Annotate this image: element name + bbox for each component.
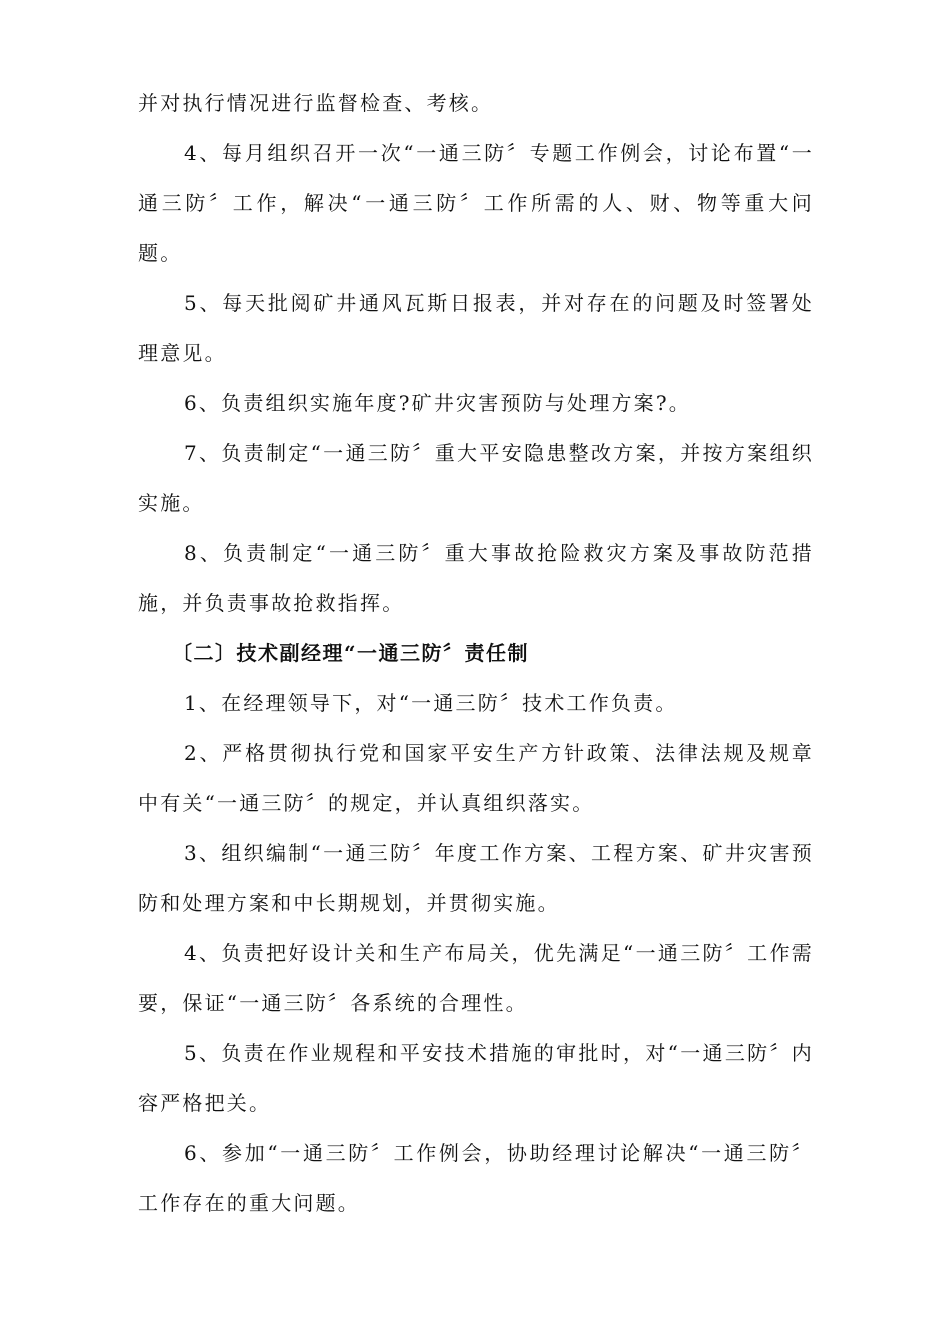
section-paragraph-3: 3、组织编制“一通三防〞年度工作方案、工程方案、矿井灾害预防和处理方案和中长期规划，并贯彻实施。: [138, 841, 814, 915]
paragraph-continuation: 并对执行情况进行监督检查、考核。: [138, 91, 494, 115]
paragraph-item-7: 7、负责制定“一通三防〞重大平安隐患整改方案，并按方案组织实施。: [138, 441, 814, 515]
section-heading: 〔二〕技术副经理“一通三防〞责任制: [172, 641, 530, 665]
document-page: [138, 78, 814, 1228]
section-paragraph-2: 2、严格贯彻执行党和国家平安生产方针政策、法律法规及规章中有关“一通三防〞的规定，并认真组织落实。: [138, 741, 814, 815]
section-paragraph-4: 4、负责把好设计关和生产布局关，优先满足“一通三防〞工作需要，保证“一通三防〞各系统的合理性。: [138, 941, 814, 1015]
paragraph-item-4: 4、每月组织召开一次“一通三防〞专题工作例会，讨论布置“一通三防〞工作，解决“一通三防〞工作所需的人、财、物等重大问题。: [138, 141, 814, 265]
paragraph-item-5: 5、每天批阅矿井通风瓦斯日报表，并对存在的问题及时签署处理意见。: [138, 291, 814, 365]
paragraph-item-6: 6、负责组织实施年度?矿井灾害预防与处理方案?。: [184, 391, 691, 415]
section-paragraph-5: 5、负责在作业规程和平安技术措施的审批时，对“一通三防〞内容严格把关。: [138, 1041, 814, 1115]
section-paragraph-1: 1、在经理领导下，对“一通三防〞技术工作负责。: [184, 691, 678, 715]
paragraph-item-8: 8、负责制定“一通三防〞重大事故抢险救灾方案及事故防范措施，并负责事故抢救指挥。: [138, 541, 814, 615]
section-paragraph-6: 6、参加“一通三防〞工作例会，协助经理讨论解决“一通三防〞工作存在的重大问题。: [138, 1141, 814, 1215]
